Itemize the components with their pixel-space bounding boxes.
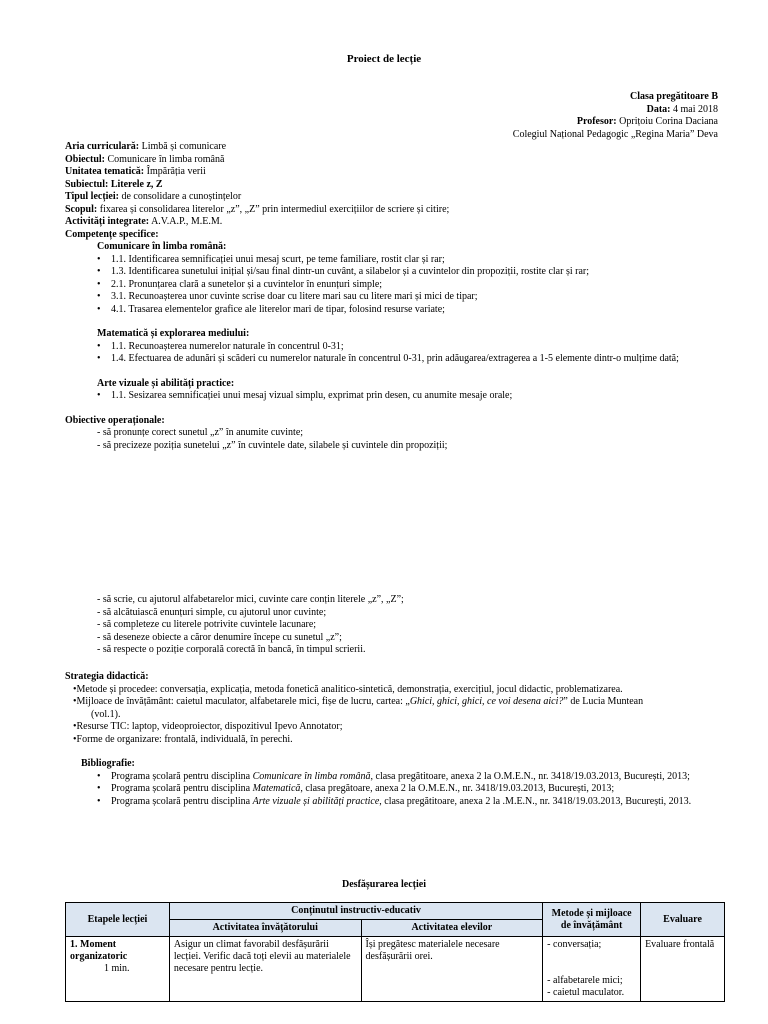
- header-info: [513, 91, 718, 141]
- document-title: Proiect de lecție: [346, 53, 422, 65]
- objective-item: - să deseneze obiecte a căror denumire începe cu sunetul „z”;: [97, 631, 342, 643]
- bibliography-item: • Programa școlară pentru disciplina Comunicare în limba română, clasa pregătitoare, anexa 2 la O.M.E.N., nr. 3418/19.03.2013, București, 2013;: [97, 771, 725, 784]
- list-item: • 1.1. Identificarea semnificației unui mesaj scurt, pe teme familiare, rostit clar și rar;: [97, 254, 725, 267]
- objective-item: - să scrie, cu ajutorul alfabetarelor mici, cuvinte care conțin literele „z”, „Z”;: [97, 594, 404, 605]
- section-arte-title: Arte vizuale și abilități practice:: [97, 377, 235, 389]
- list-item: • 1.4. Efectuarea de adunări și scăderi cu numerelor naturale în concentrul 0-31, prin adăugarea/extragerea a 1-5 elemente dintr-o mulțime dată;: [97, 353, 725, 366]
- list-item: • 1.1. Sesizarea semnificației unui mesaj vizual simplu, exprimat prin desen, cu anumite mesaje orale;: [97, 390, 725, 403]
- table-row: [66, 937, 725, 1002]
- lesson-meta: [65, 141, 725, 452]
- teacher-line: Profesor: Oprițoiu Corina Daciana: [576, 116, 718, 127]
- methods-cell: - conversația; - alfabetarele mici; - caietul maculator.: [543, 937, 641, 1002]
- meta-line: Competențe specifice:: [65, 228, 159, 240]
- lesson-table: [65, 902, 725, 1002]
- meta-line: Unitatea tematică: Împărăția verii: [65, 166, 206, 177]
- meta-line: Aria curriculară: Limbă și comunicare: [65, 141, 227, 152]
- objective-item: - să respecte o poziție corporală corectă în bancă, în timpul scrierii.: [97, 644, 366, 655]
- matematica-list: [65, 341, 725, 366]
- header-evaluare: Evaluare: [641, 903, 725, 937]
- objective-item: - să completeze cu literele potrivite cuvintele lacunare;: [97, 619, 317, 630]
- objective-item: - să pronunțe corect sunetul „z” în anumite cuvinte;: [97, 427, 304, 438]
- meta-line: Activități integrate: A.V.A.P., M.E.M.: [65, 216, 223, 227]
- class-name: Clasa pregătitoare B: [630, 91, 718, 102]
- bibliography-title: Bibliografie:: [81, 758, 135, 769]
- list-item: • 4.1. Trasarea elementelor grafice ale literelor mari de tipar, folosind resurse variate;: [97, 304, 725, 317]
- meta-line: Subiectul: Literele z, Z: [65, 178, 163, 190]
- list-item: • 1.1. Recunoașterea numerelor naturale în concentrul 0-31;: [97, 341, 725, 354]
- list-item: • 2.1. Pronunțarea clară a sunetelor și a cuvintelor în enunțuri simple;: [97, 279, 725, 292]
- strategy-materials: •Mijloace de învățământ: caietul maculator, alfabetarele mici, fișe de lucru, cartea: „Ghici, ghici, ghici, ce voi desena aici?” de Lucia Muntean: [73, 696, 644, 707]
- objectives-continued: [65, 594, 725, 657]
- header-continut: Conținutul instructiv-educativ: [169, 903, 542, 920]
- meta-line: Tipul lecției: de consolidare a cunoștințelor: [65, 191, 242, 202]
- objective-item: - să precizeze poziția sunetelui „z” în cuvintele date, silabele și cuvintele din propoziții;: [97, 439, 448, 451]
- header-activitate-elevi: Activitatea elevilor: [361, 920, 543, 937]
- meta-line: Obiectul: Comunicare în limba română: [65, 153, 225, 165]
- bibliography-list: [65, 771, 725, 809]
- section-matematica-title: Matematică și explorarea mediului:: [97, 328, 250, 339]
- school-name: Colegiul Național Pedagogic „Regina Maria” Deva: [512, 128, 718, 140]
- bibliography-item: • Programa școlară pentru disciplina Arte vizuale și abilități practice, clasa pregătitoare, anexa 2 la .M.E.N., nr. 3418/19.03.2013, București, 2013.: [97, 796, 725, 809]
- header-etape: Etapele lecției: [66, 903, 170, 937]
- header-metode: Metode și mijloace de învățământ: [543, 903, 641, 937]
- lesson-flow-title: Desfășurarea lecției: [342, 879, 426, 890]
- strategy-tic: •Resurse TIC: laptop, videoproiector, dispozitivul Ipevo Annotator;: [73, 721, 343, 732]
- date-line: Data: 4 mai 2018: [646, 103, 718, 115]
- strategy-section: [65, 671, 725, 808]
- meta-line: Scopul: fixarea și consolidarea literelor „z”, „Z” prin intermediul exercițiilor de scriere și citire;: [65, 203, 450, 215]
- strategy-methods: •Metode și procedee: conversația, explicația, metoda fonetică analitico-sintetică, demonstrația, exercițiul, jocul didactic, problematizarea.: [73, 683, 623, 695]
- strategy-materials-cont: (vol.1).: [91, 708, 121, 720]
- list-item: • 1.3. Identificarea sunetului inițial și/sau final dintr-un cuvânt, a silabelor și a cuvintelor din propoziții, rostite clar și rar;: [97, 266, 725, 279]
- obiective-title: Obiective operaționale:: [65, 414, 165, 426]
- comunicare-list: [65, 254, 725, 317]
- bibliography-item: • Programa școlară pentru disciplina Matematică, clasa pregătoare, anexa 2 la O.M.E.N., nr. 3418/19.03.2013, București, 2013;: [97, 783, 725, 796]
- strategy-forms: •Forme de organizare: frontală, individuală, în perechi.: [73, 733, 293, 745]
- arte-list: [65, 390, 725, 403]
- strategy-title: Strategia didactică:: [65, 671, 149, 682]
- list-item: • 3.1. Recunoașterea unor cuvinte scrise doar cu litere mari sau cu litere mari și mici de tipar;: [97, 291, 725, 304]
- student-activity-cell: Își pregătesc materialele necesare desfășurării orei.: [361, 937, 543, 1002]
- teacher-activity-cell: Asigur un climat favorabil desfășurării lecției. Verific dacă toți elevii au materialele necesare pentru lecție.: [169, 937, 361, 1002]
- objective-item: - să alcătuiască enunțuri simple, cu ajutorul unor cuvinte;: [97, 606, 327, 618]
- header-activitate-invatator: Activitatea învățătorului: [169, 920, 361, 937]
- stage-cell: 1. Moment organizatoric 1 min.: [66, 937, 170, 1002]
- section-comunicare-title: Comunicare în limba română:: [97, 241, 227, 252]
- evaluation-cell: Evaluare frontală: [641, 937, 725, 1002]
